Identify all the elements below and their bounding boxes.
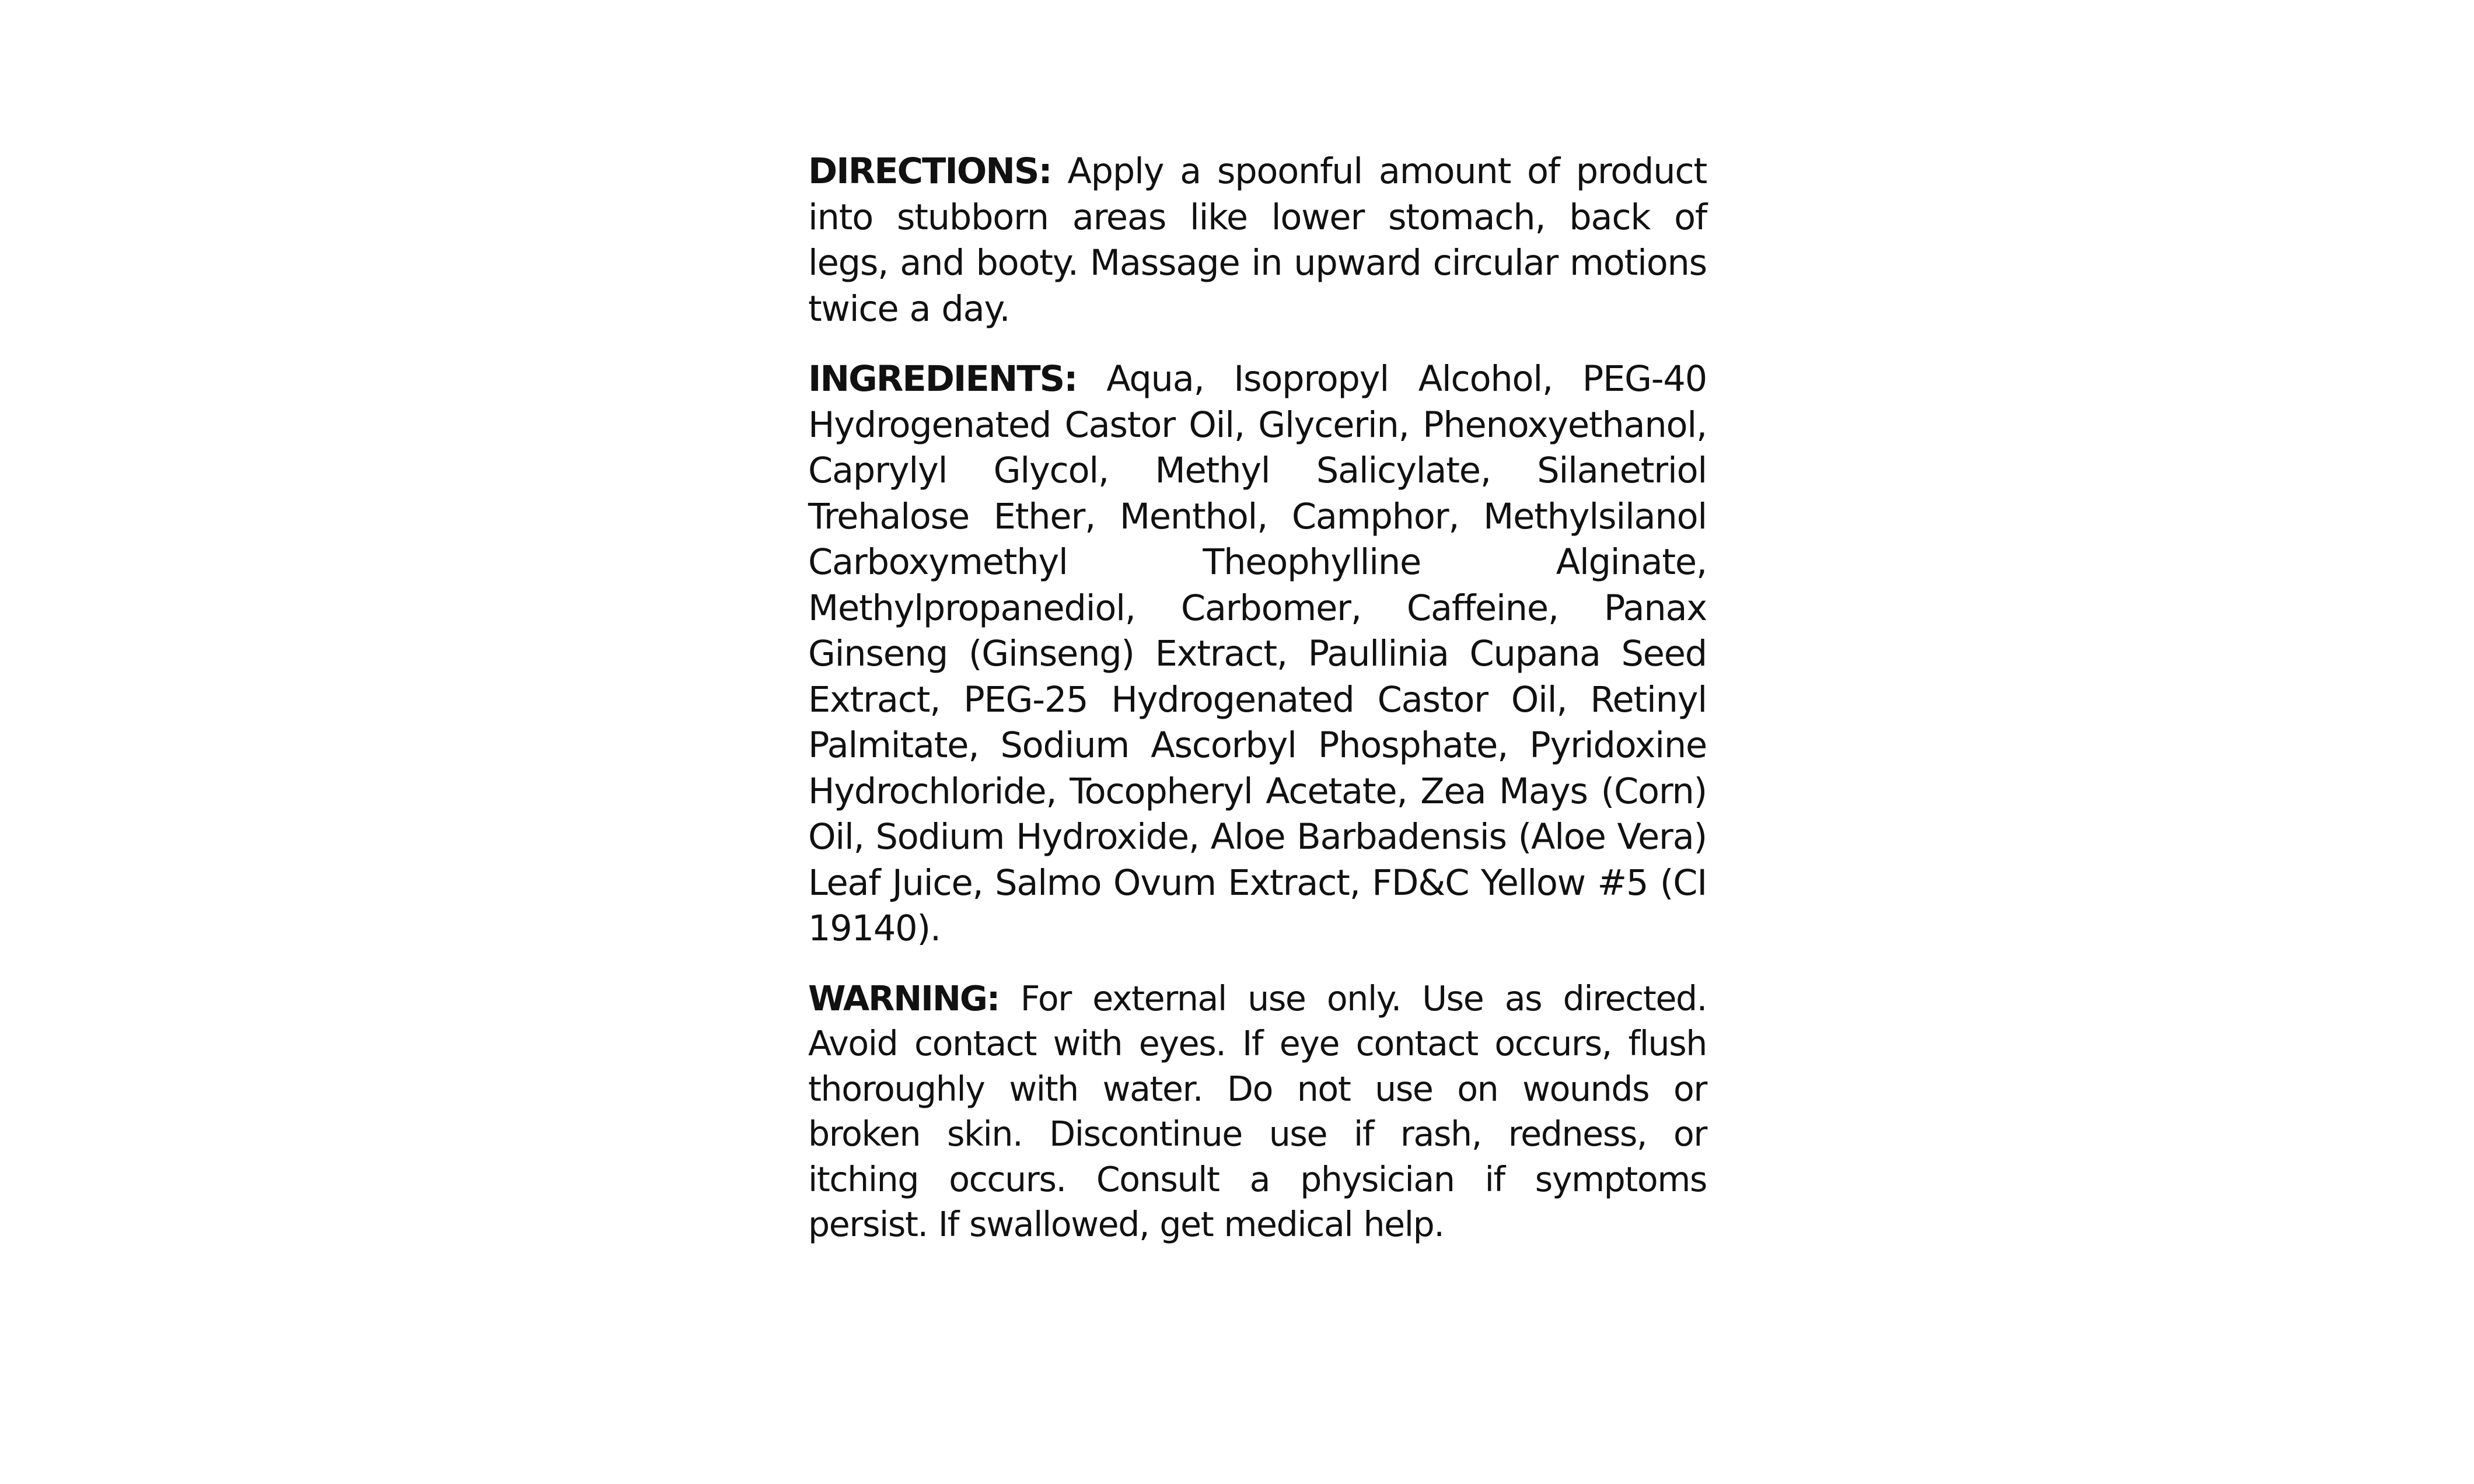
directions-heading: DIRECTIONS: bbox=[808, 151, 1051, 192]
warning-text: For external use only. Use as directed. Avoid contact with eyes. If eye contact occurs, flush thoroughly with water. Do not use on wounds or broken skin. Discontinue use if rash, redness, or itching occurs. Consult a physician if symptoms persist. If swallowed, get medical help. bbox=[808, 978, 1707, 1244]
product-label-text bbox=[808, 149, 1707, 1248]
directions-text: Apply a spoonful amount of product into stubborn areas like lower stomach, back of legs, and booty. Massage in upward circular motions twice a day. bbox=[808, 151, 1707, 330]
warning-heading: WARNING: bbox=[808, 978, 1000, 1019]
ingredients-heading: INGREDIENTS: bbox=[808, 359, 1077, 400]
ingredients-text: Aqua, Isopropyl Alcohol, PEG-40 Hydrogenated Castor Oil, Glycerin, Phenoxyethanol, Caprylyl Glycol, Methyl Salicylate, Silanetriol Trehalose Ether, Menthol, Camphor, Methylsilanol Carboxymethyl Theophylline Alginate, Methylpropanediol, Carbomer, Caffeine, Panax Ginseng (Ginseng) Extract, Paullinia Cupana Seed Extract, PEG-25 Hydrogenated Castor Oil, Retinyl Palmitate, Sodium Ascorbyl Phosphate, Pyridoxine Hydrochloride, Tocopheryl Acetate, Zea Mays (Corn) Oil, Sodium Hydroxide, Aloe Barbadensis (Aloe Vera) Leaf Juice, Salmo Ovum Extract, FD&C Yellow #5 (CI 19140). bbox=[808, 359, 1707, 949]
directions-section bbox=[808, 149, 1707, 332]
warning-section bbox=[808, 977, 1707, 1248]
ingredients-section bbox=[808, 356, 1707, 952]
